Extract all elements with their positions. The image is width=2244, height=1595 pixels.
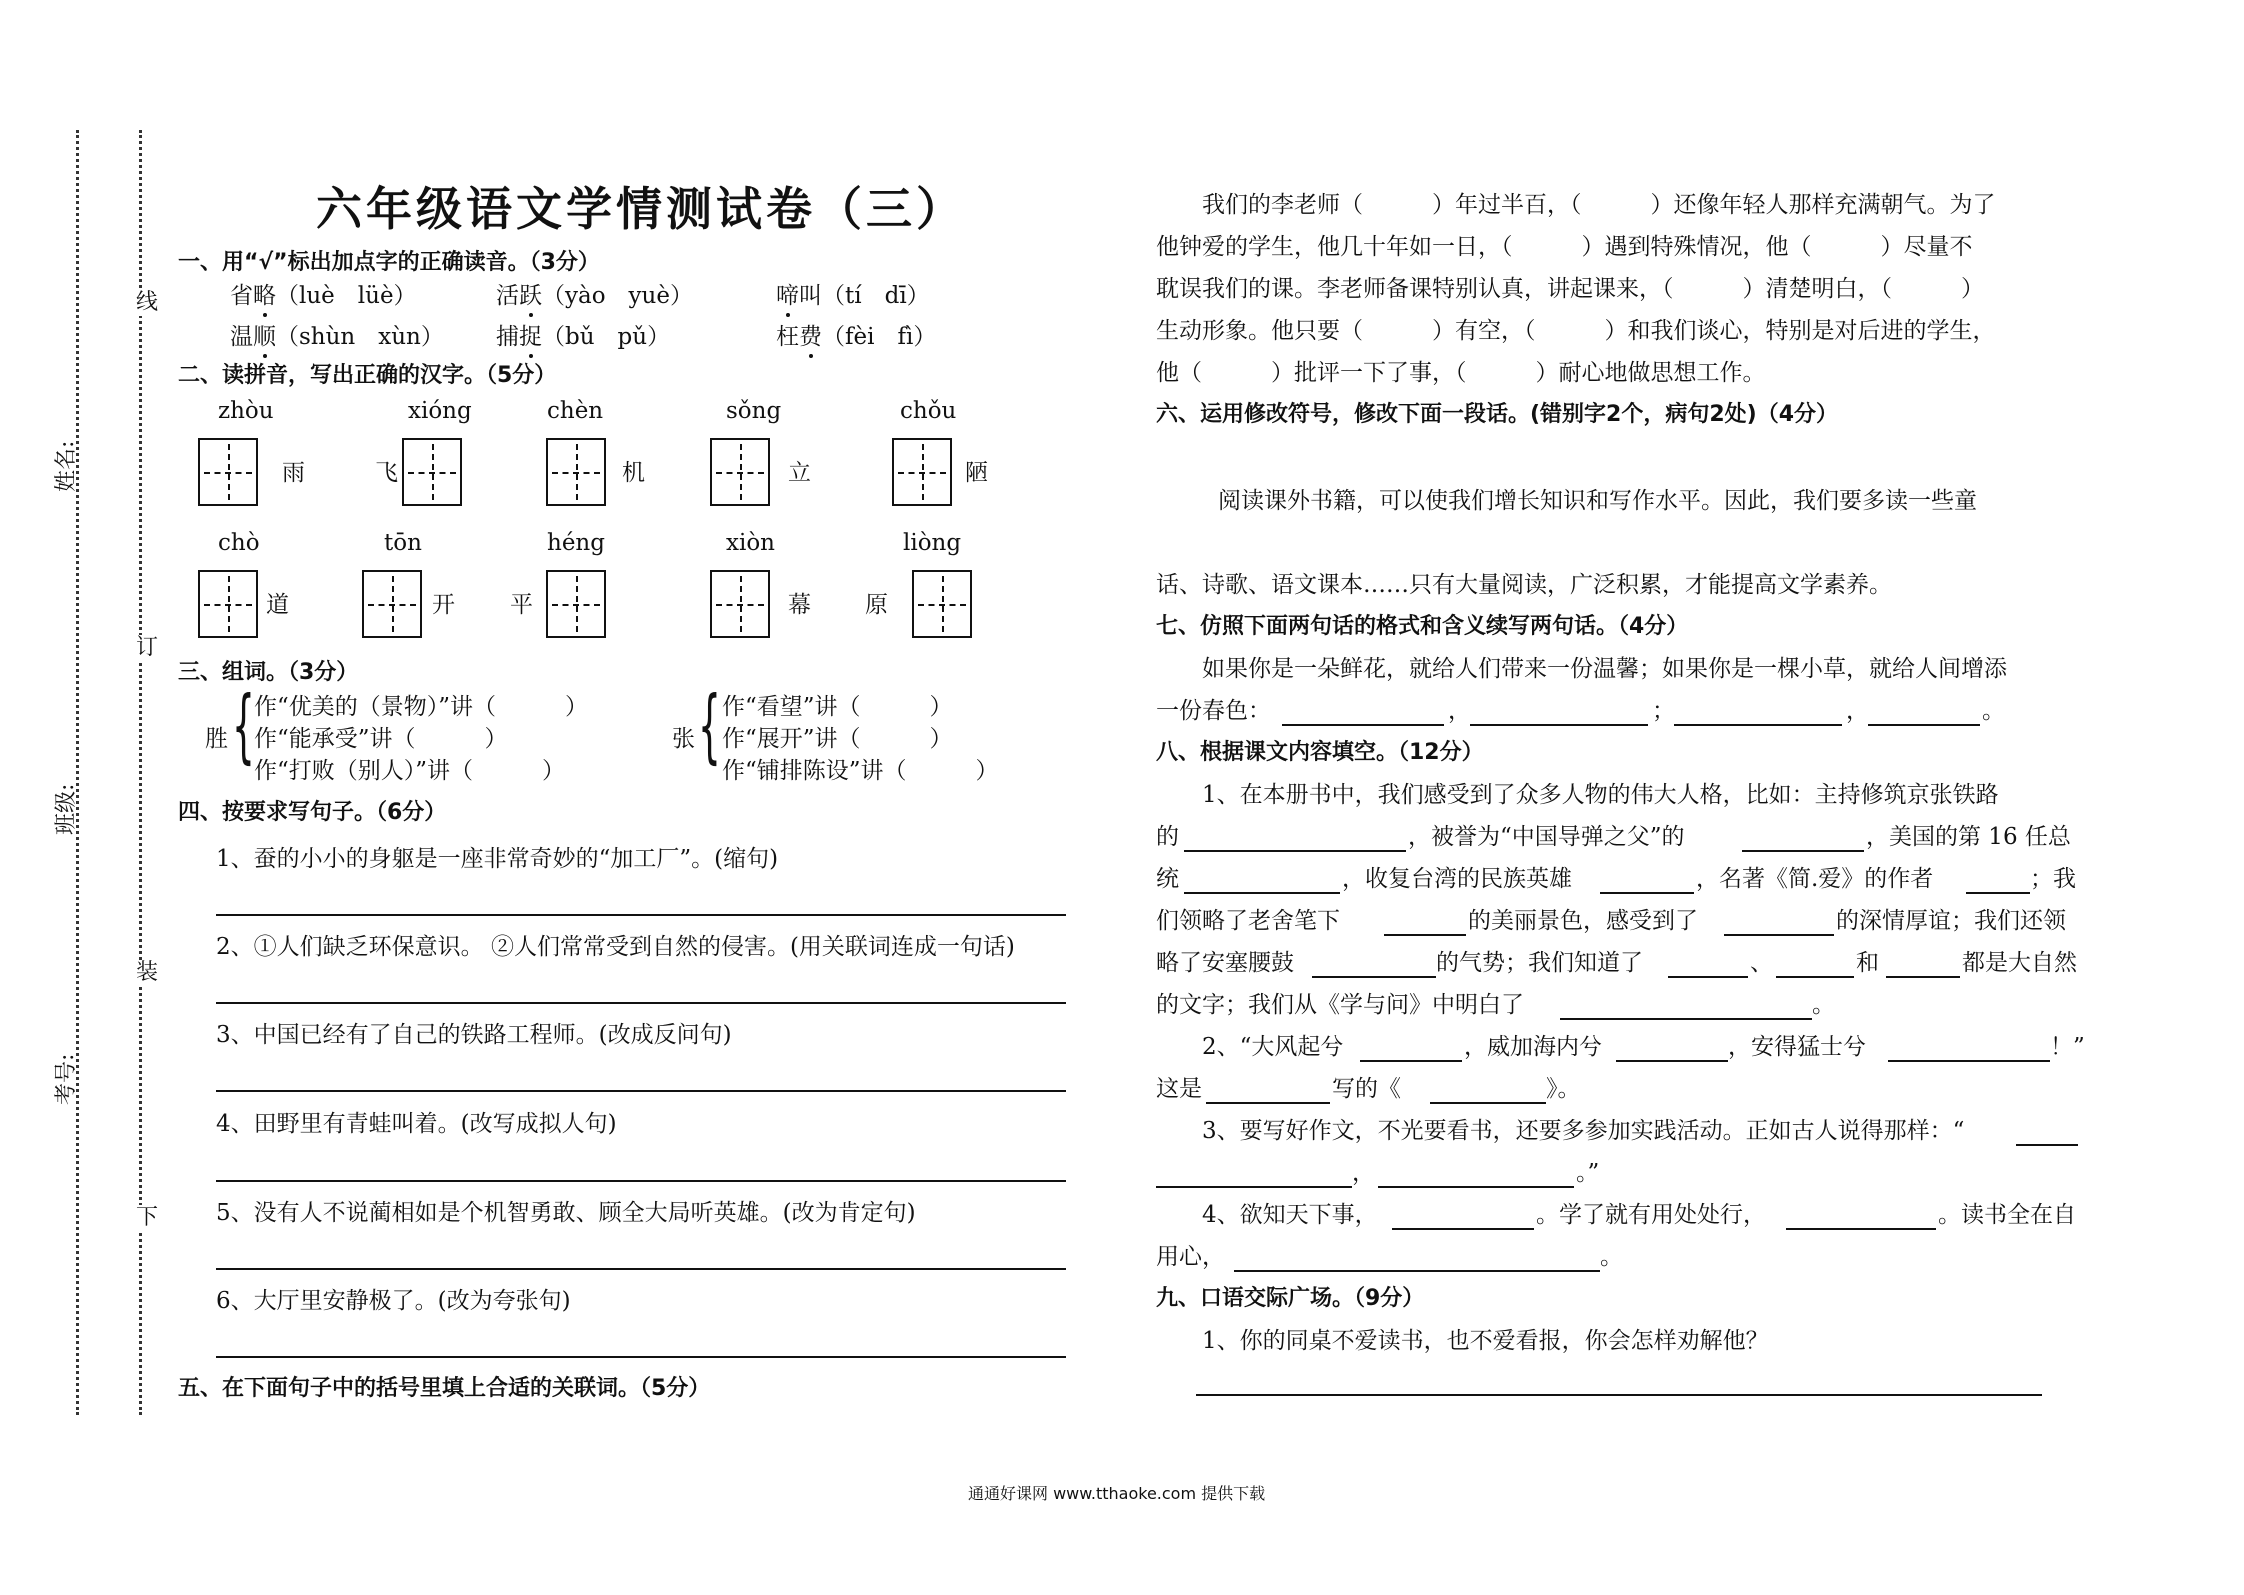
part8-text: ，美国的第 16 任总 bbox=[1866, 824, 2071, 850]
part3-right-item: 作“铺排陈设”讲（ ） bbox=[722, 758, 999, 784]
part8-text: 的 bbox=[1156, 824, 1179, 850]
punct: ， bbox=[1846, 698, 1869, 724]
binding-mark-ding: 订 bbox=[136, 635, 159, 660]
part8-text: 。读书全在自 bbox=[1938, 1202, 2076, 1228]
part7-line1: 如果你是一朵鲜花，就给人们带来一份温馨；如果你是一棵小草，就给人间增添 bbox=[1156, 656, 2007, 682]
part4-item: 4、田野里有青蛙叫着。(改写成拟人句) bbox=[216, 1111, 617, 1137]
part1-heading: 一、用“√”标出加点字的正确读音。（3分） bbox=[178, 250, 600, 275]
part2-pinyin: liòng bbox=[903, 530, 962, 556]
answer-blank[interactable] bbox=[1282, 724, 1444, 726]
part2-word: 幕 bbox=[788, 592, 811, 618]
part3-right-char: 张 bbox=[672, 726, 695, 752]
part4-item: 3、中国已经有了自己的铁路工程师。(改成反问句) bbox=[216, 1022, 732, 1048]
part2-pinyin: zhòu bbox=[218, 398, 274, 424]
part2-word: 雨 bbox=[282, 460, 305, 486]
answer-blank[interactable] bbox=[1776, 976, 1854, 978]
part8-text: 的文字；我们从《学与问》中明白了 bbox=[1156, 992, 1524, 1018]
part3-left-item: 作“打败（别人）”讲（ ） bbox=[254, 758, 566, 784]
part7-heading: 七、仿照下面两句话的格式和含义续写两句话。（4分） bbox=[1156, 614, 1689, 639]
part1-row2-item3: 枉费（fèi fì） bbox=[776, 324, 937, 350]
part8-heading: 八、根据课文内容填空。（12分） bbox=[1156, 740, 1484, 765]
punct: ； bbox=[1652, 698, 1675, 724]
part4-item: 5、没有人不说蔺相如是个机智勇敢、顾全大局听英雄。(改为肯定句) bbox=[216, 1200, 916, 1226]
class-label: 班级: bbox=[54, 783, 79, 835]
part2-word: 陋 bbox=[965, 460, 988, 486]
answer-blank[interactable] bbox=[1616, 1060, 1728, 1062]
part5-line: 生动形象。他只要（ ）有空，（ ）和我们谈心，特别是对后进的学生， bbox=[1156, 318, 1996, 344]
answer-blank[interactable] bbox=[1184, 892, 1340, 894]
answer-blank[interactable] bbox=[1786, 1228, 1936, 1230]
part3-left-item: 作“能承受”讲（ ） bbox=[254, 726, 508, 752]
answer-line[interactable] bbox=[216, 914, 1066, 916]
part5-line: 我们的李老师（ ）年过半百，（ ）还像年轻人那样充满朝气。为了 bbox=[1156, 192, 1996, 218]
part3-right-item: 作“看望”讲（ ） bbox=[722, 694, 953, 720]
part8-text: ！” bbox=[2050, 1034, 2085, 1060]
name-label: 姓名: bbox=[54, 440, 79, 492]
part8-text: 》。 bbox=[1546, 1076, 1581, 1102]
writing-box[interactable] bbox=[912, 570, 972, 638]
part8-text: 。学了就有用处处行， bbox=[1536, 1202, 1766, 1228]
exam-no-label: 考号: bbox=[54, 1053, 79, 1105]
part7-line2-prefix: 一份春色： bbox=[1156, 698, 1271, 724]
punct: 。 bbox=[1982, 698, 2005, 724]
part8-text: ；我 bbox=[2030, 866, 2076, 892]
part8-text: 。 bbox=[1812, 992, 1835, 1018]
part8-text: 略了安塞腰鼓 bbox=[1156, 950, 1294, 976]
part8-text: 3、要写好作文，不光要看书，还要多参加实践活动。正如古人说得那样：“ bbox=[1156, 1118, 1965, 1144]
part5-line: 他（ ）批评一下了事，（ ）耐心地做思想工作。 bbox=[1156, 360, 1766, 386]
part8-text: 都是大自然 bbox=[1962, 950, 2077, 976]
writing-box[interactable] bbox=[710, 438, 770, 506]
part2-pinyin: xióng bbox=[408, 398, 472, 424]
answer-blank[interactable] bbox=[1724, 934, 1834, 936]
part4-heading: 四、按要求写句子。（6分） bbox=[178, 800, 447, 825]
part8-text: 的气势；我们知道了 bbox=[1436, 950, 1643, 976]
right-brace: { bbox=[698, 679, 721, 772]
part8-text: 、 bbox=[1750, 950, 1773, 976]
part2-pinyin: héng bbox=[547, 530, 605, 556]
answer-blank[interactable] bbox=[1888, 1060, 2050, 1062]
part2-word: 道 bbox=[266, 592, 289, 618]
part8-text: ，安得猛士兮 bbox=[1728, 1034, 1866, 1060]
binding-mark-line: 线 bbox=[136, 290, 159, 315]
part5-line: 他钟爱的学生，他几十年如一日，（ ）遇到特殊情况，他（ ）尽量不 bbox=[1156, 234, 1973, 260]
answer-blank[interactable] bbox=[1392, 1228, 1534, 1230]
answer-blank[interactable] bbox=[1360, 1060, 1462, 1062]
part6-line1: 阅读课外书籍，可以使我们增长知识和写作水平。因此，我们要多读一些童 bbox=[1218, 488, 1977, 514]
part4-item: 2、①人们缺乏环保意识。 ②人们常常受到自然的侵害。(用关联词连成一句话) bbox=[216, 934, 1015, 960]
part2-pinyin: chèn bbox=[547, 398, 604, 424]
part8-text: 用心， bbox=[1156, 1244, 1225, 1270]
part8-q1-l1: 1、在本册书中，我们感受到了众多人物的伟大人格，比如：主持修筑京张铁路 bbox=[1156, 782, 1999, 808]
part6-heading: 六、运用修改符号，修改下面一段话。(错别字2个，病句2处)（4分） bbox=[1156, 402, 1839, 427]
answer-blank[interactable] bbox=[1886, 976, 1960, 978]
part2-word: 原 bbox=[865, 592, 888, 618]
part2-heading: 二、读拼音，写出正确的汉字。（5分） bbox=[178, 363, 557, 388]
part8-text: 们领略了老舍笔下 bbox=[1156, 908, 1340, 934]
answer-blank[interactable] bbox=[1430, 1102, 1546, 1104]
part2-word: 机 bbox=[622, 460, 645, 486]
part8-text: 和 bbox=[1856, 950, 1879, 976]
part8-text: ，被誉为“中国导弹之父”的 bbox=[1408, 824, 1685, 850]
writing-box[interactable] bbox=[198, 438, 258, 506]
part9-heading: 九、口语交际广场。（9分） bbox=[1156, 1286, 1425, 1311]
part9-q1: 1、你的同桌不爱读书，也不爱看报，你会怎样劝解他？ bbox=[1156, 1328, 1769, 1354]
part5-heading: 五、在下面句子中的括号里填上合适的关联词。（5分） bbox=[178, 1376, 711, 1401]
part1-row1-item3: 啼叫（tí dī） bbox=[776, 283, 930, 309]
part8-text: 2、“大风起兮 bbox=[1156, 1034, 1344, 1060]
part8-text: 。 bbox=[1600, 1244, 1623, 1270]
part8-text: ，威加海内兮 bbox=[1464, 1034, 1602, 1060]
part2-word: 平 bbox=[510, 592, 533, 618]
answer-blank[interactable] bbox=[2016, 1144, 2078, 1146]
part8-text: ，收复台湾的民族英雄 bbox=[1342, 866, 1572, 892]
part2-pinyin: chò bbox=[218, 530, 260, 556]
left-brace: { bbox=[232, 679, 255, 772]
writing-box[interactable] bbox=[402, 438, 462, 506]
part3-heading: 三、组词。（3分） bbox=[178, 660, 359, 685]
writing-box[interactable] bbox=[892, 438, 952, 506]
part6-line2: 话、诗歌、语文课本……只有大量阅读，广泛积累，才能提高文学素养。 bbox=[1156, 572, 1892, 598]
binding-dotted-line-outer bbox=[76, 130, 79, 1415]
answer-blank[interactable] bbox=[1966, 892, 2030, 894]
part8-text: 的深情厚谊；我们还领 bbox=[1836, 908, 2066, 934]
writing-box[interactable] bbox=[198, 570, 258, 638]
part2-pinyin: tōn bbox=[384, 530, 422, 556]
writing-box[interactable] bbox=[546, 438, 606, 506]
part3-left-char: 胜 bbox=[205, 726, 228, 752]
part1-row1-item1: 省略（luè lüè） bbox=[230, 283, 417, 309]
part4-item: 6、大厅里安静极了。(改为夸张句) bbox=[216, 1288, 571, 1314]
answer-blank[interactable] bbox=[1206, 1102, 1330, 1104]
answer-blank[interactable] bbox=[1184, 850, 1406, 852]
footer-source: 通通好课网 www.tthaoke.com 提供下载 bbox=[968, 1484, 1266, 1503]
answer-line[interactable] bbox=[216, 1180, 1066, 1182]
answer-blank[interactable] bbox=[1470, 724, 1648, 726]
answer-blank[interactable] bbox=[1384, 934, 1466, 936]
part2-word: 飞 bbox=[375, 460, 398, 486]
part8-text: 这是 bbox=[1156, 1076, 1202, 1102]
answer-line[interactable] bbox=[216, 1356, 1066, 1358]
answer-blank[interactable] bbox=[1234, 1270, 1600, 1272]
answer-blank[interactable] bbox=[1600, 892, 1694, 894]
answer-blank[interactable] bbox=[1668, 976, 1748, 978]
answer-line[interactable] bbox=[216, 1090, 1066, 1092]
writing-box[interactable] bbox=[362, 570, 422, 638]
part8-text: ， bbox=[1352, 1160, 1375, 1186]
part8-text: 的美丽景色，感受到了 bbox=[1468, 908, 1698, 934]
page-title: 六年级语文学情测试卷（三） bbox=[316, 182, 966, 236]
binding-mark-xia: 下 bbox=[136, 1205, 159, 1230]
part1-row2-item2: 捕捉（bǔ pǔ） bbox=[496, 324, 671, 350]
part2-pinyin: sǒng bbox=[726, 398, 782, 424]
part5-line: 耽误我们的课。李老师备课特别认真，讲起课来，（ ）清楚明白，（ ） bbox=[1156, 276, 1984, 302]
answer-blank[interactable] bbox=[1156, 1186, 1352, 1188]
part3-right-item: 作“展开”讲（ ） bbox=[722, 726, 953, 752]
part2-pinyin: xiòn bbox=[726, 530, 775, 556]
part8-text: 4、欲知天下事， bbox=[1156, 1202, 1378, 1228]
answer-line[interactable] bbox=[216, 1268, 1066, 1270]
punct: ， bbox=[1448, 698, 1471, 724]
part2-pinyin: chǒu bbox=[900, 398, 957, 424]
answer-blank[interactable] bbox=[1742, 850, 1864, 852]
part8-text: 统 bbox=[1156, 866, 1179, 892]
part1-row1-item2: 活跃（yào yuè） bbox=[496, 283, 693, 309]
part2-word: 开 bbox=[432, 592, 455, 618]
writing-box[interactable] bbox=[546, 570, 606, 638]
answer-blank[interactable] bbox=[1868, 724, 1980, 726]
part3-left-item: 作“优美的（景物）”讲（ ） bbox=[254, 694, 589, 720]
part8-text: 。” bbox=[1576, 1160, 1600, 1186]
part8-text: 写的《 bbox=[1332, 1076, 1401, 1102]
answer-blank[interactable] bbox=[1560, 1018, 1812, 1020]
writing-box[interactable] bbox=[710, 570, 770, 638]
binding-mark-zhuang: 装 bbox=[136, 960, 159, 985]
answer-blank[interactable] bbox=[1312, 976, 1436, 978]
answer-blank[interactable] bbox=[1378, 1186, 1574, 1188]
part4-item: 1、蚕的小小的身躯是一座非常奇妙的“加工厂”。(缩句) bbox=[216, 846, 779, 872]
answer-line[interactable] bbox=[1196, 1394, 2042, 1396]
answer-line[interactable] bbox=[216, 1002, 1066, 1004]
answer-blank[interactable] bbox=[1674, 724, 1842, 726]
part8-text: ，名著《简.爱》的作者 bbox=[1696, 866, 1934, 892]
part1-row2-item1: 温顺（shùn xùn） bbox=[230, 324, 444, 350]
part2-word: 立 bbox=[788, 460, 811, 486]
